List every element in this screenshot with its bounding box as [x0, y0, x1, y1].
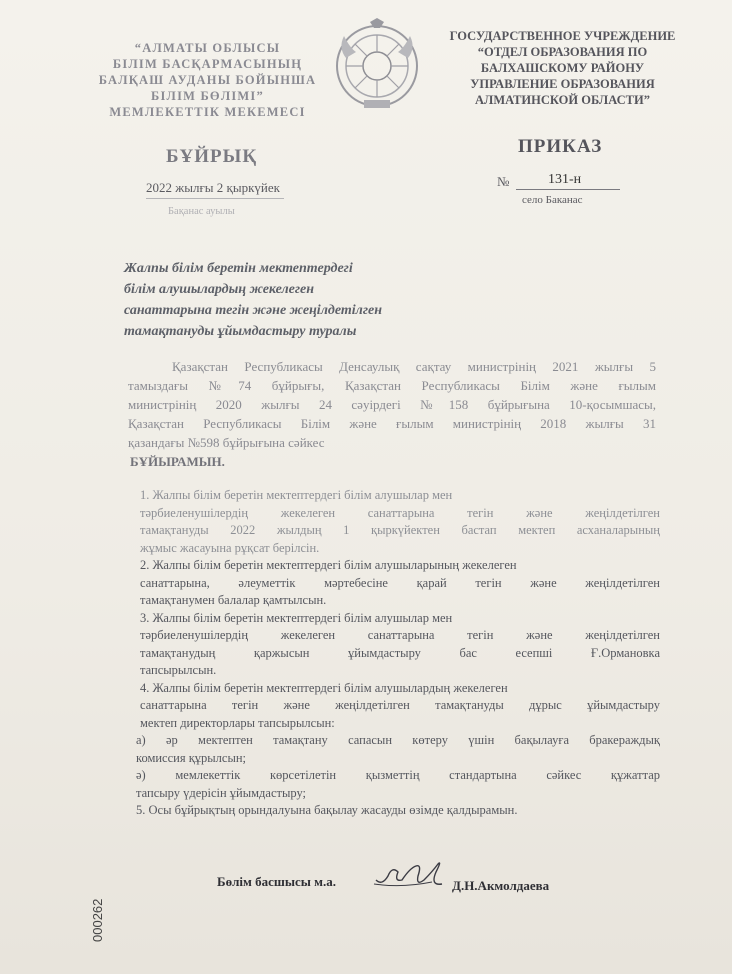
header-kz-line: “АЛМАТЫ ОБЛЫСЫ: [134, 41, 281, 55]
item-line: тамақтанумен балалар қамтылсын.: [140, 593, 327, 607]
header-kz: [95, 40, 320, 120]
item-4a: [136, 732, 660, 767]
subject-line: білім алушылардың жекелеген: [124, 282, 315, 297]
item-line: тәрбиеленушілердің жекелеген санаттарына тегін және жеңілдетілген: [140, 628, 660, 642]
order-word: БҰЙЫРАМЫН.: [130, 454, 225, 469]
item-line: 2. Жалпы білім беретін мектептердегі білім алушыларының жекелеген: [140, 558, 517, 572]
header-ru-line: ГОСУДАРСТВЕННОЕ УЧРЕЖДЕНИЕ: [449, 29, 676, 43]
item-line: санаттарына, әлеуметтік мәртебесіне қарай тегін және жеңілдетілген: [140, 575, 660, 590]
preamble-line: Қазақстан Республикасы Денсаулық сақтау министрінің 2021 жылғы 5: [172, 359, 656, 374]
item-line: а) әр мектептен тамақтану сапасын көтеру үшін бақылауға бракераждық: [136, 733, 660, 747]
order-items: [136, 487, 660, 820]
title-kz: БҰЙРЫҚ: [166, 146, 258, 167]
subject-line: тамақтануды ұйымдастыру туралы: [124, 324, 357, 339]
place-kz: Бақанас ауылы: [168, 206, 235, 217]
item-line: тапсырылсын.: [140, 663, 217, 677]
item-line: 3. Жалпы білім беретін мектептердегі білім алушылар мен: [140, 610, 453, 625]
item-line: тапсыру үдерісін ұйымдастыру;: [136, 785, 307, 800]
preamble-line: тамыздағы №74 бұйрығы, Қазақстан Республикасы Білім және ғылым: [128, 378, 656, 393]
preamble-line: министрінің 2020 жылғы 24 сәуірдегі №158 бұйрығына 10-қосымшасы,: [128, 397, 656, 412]
header-kz-line: МЕМЛЕКЕТТІК МЕКЕМЕСІ: [109, 105, 306, 119]
item-line: 1. Жалпы білім беретін мектептердегі білім алушылар мен: [140, 488, 453, 502]
header-ru-line: УПРАВЛЕНИЕ ОБРАЗОВАНИЯ: [470, 77, 655, 91]
preamble-line: Қазақстан Республикасы Білім және ғылым министрінің 2018 жылғы 31: [128, 416, 656, 431]
header-ru-line: АЛМАТИНСКОЙ ОБЛАСТИ”: [475, 93, 650, 107]
header-kz-line: БІЛІМ БАСҚАРМАСЫНЫҢ: [112, 57, 303, 71]
item-line: 5. Осы бұйрықтың орындалуына бақылау жасауды өзімде қалдырамын.: [136, 803, 518, 817]
subject-line: санаттарына тегін және жеңілдетілген: [124, 303, 382, 318]
signatory-name: Д.Н.Акмолдаева: [452, 878, 550, 893]
item-line: тамақтанудың қаржысын ұйымдастыру бас есепші Ғ.Ормановка: [140, 645, 660, 660]
subject-line: Жалпы білім беретін мектептердегі: [124, 261, 353, 276]
header-ru: [440, 28, 685, 108]
item-4: [140, 680, 660, 733]
item-5: [136, 802, 660, 820]
state-emblem-icon: [334, 18, 420, 114]
document-serial-number: 000262: [90, 898, 105, 942]
item-line: жұмыс жасауына рұқсат берілсін.: [140, 540, 320, 555]
number-label: №: [497, 174, 510, 189]
item-line: 4. Жалпы білім беретін мектептердегі білім алушылардың жекелеген: [140, 680, 508, 695]
date-underline: [146, 198, 284, 199]
item-line: комиссия құрылсын;: [136, 750, 247, 765]
place-ru: село Баканас: [522, 194, 583, 206]
header-kz-line: БАЛҚАШ АУДАНЫ БОЙЫНША: [98, 73, 317, 87]
item-line: мектеп директорлары тапсырылсын:: [140, 715, 335, 730]
handwritten-signature-icon: [372, 858, 448, 892]
preamble-line: қазандағы №598 бұйрығына сәйкес: [128, 435, 325, 450]
item-2: [140, 557, 660, 610]
order-date: 2022 жылғы 2 қыркүйек: [146, 180, 280, 195]
item-3: [140, 610, 660, 680]
signatory-title: Бөлім басшысы м.а.: [217, 874, 337, 889]
title-ru: ПРИКАЗ: [518, 136, 603, 157]
header-ru-line: “ОТДЕЛ ОБРАЗОВАНИЯ ПО: [477, 45, 648, 59]
item-line: тамақтануды 2022 жылдың 1 қыркүйектен бастап мектеп асханаларының: [140, 523, 660, 537]
preamble: [128, 357, 656, 452]
header-kz-line: БІЛІМ БӨЛІМІ”: [151, 89, 264, 103]
item-line: санаттарына тегін және жеңілдетілген тамақтануды дұрыс ұйымдастыру: [140, 698, 660, 712]
item-1: [140, 487, 660, 557]
item-4b: [136, 767, 660, 802]
item-line: ә) мемлекеттік көрсетілетін қызметтің стандартына сәйкес құжаттар: [136, 768, 660, 782]
order-subject: [124, 258, 424, 342]
number-underline: [516, 189, 620, 190]
order-number: 131-н: [548, 172, 582, 187]
item-line: тәрбиеленушілердің жекелеген санаттарына тегін және жеңілдетілген: [140, 505, 660, 520]
header-ru-line: БАЛХАШСКОМУ РАЙОНУ: [480, 61, 645, 75]
